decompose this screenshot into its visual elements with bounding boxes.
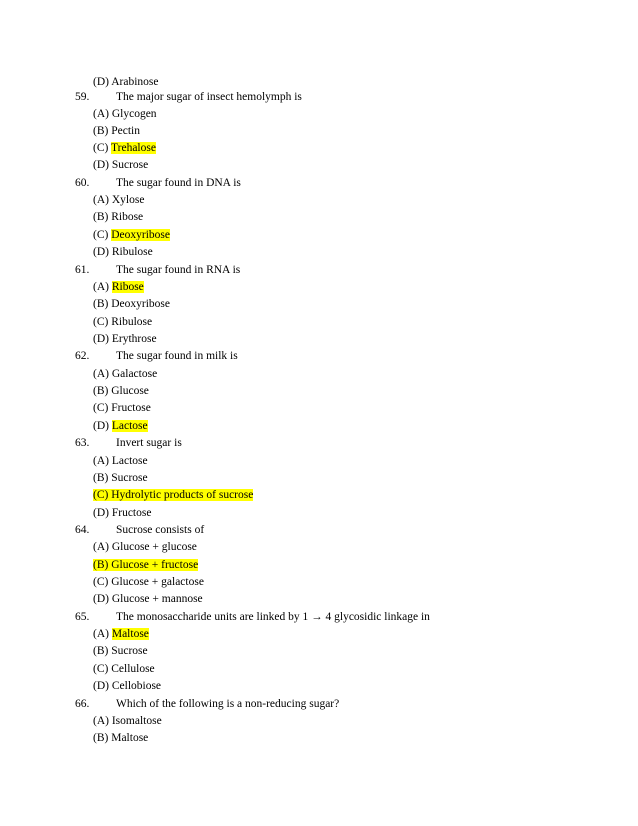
option-label: (A) (93, 541, 109, 553)
option-line (93, 627, 149, 642)
option-line (93, 75, 158, 90)
option-label: (A) (93, 455, 109, 467)
option-text: Sucrose (111, 645, 148, 657)
option-label: (B) (93, 559, 109, 571)
option-label: (C) (93, 229, 109, 241)
option-text: Sucrose (111, 159, 149, 171)
option-label: (B) (93, 732, 109, 744)
option-line (93, 193, 144, 208)
option-label: (D) (93, 159, 109, 171)
option-text: Glucose + galactose (111, 576, 204, 588)
option-line (93, 315, 152, 330)
option-line (93, 107, 157, 122)
option-label: (B) (93, 125, 109, 137)
option-line (93, 228, 170, 243)
answer-highlight (93, 559, 198, 571)
answer-highlight (93, 489, 253, 501)
option-label: (D) (93, 246, 109, 258)
option-text: Ribulose (111, 246, 153, 258)
option-label: (A) (93, 628, 109, 640)
option-line (93, 558, 198, 573)
option-line (93, 540, 197, 555)
option-label: (C) (93, 142, 109, 154)
option-label: (A) (93, 194, 109, 206)
question-number: 61. (75, 264, 90, 276)
option-text: Ribose (111, 211, 144, 223)
answer-highlight: Lactose (111, 420, 148, 432)
option-line (93, 332, 157, 347)
option-label: (A) (93, 281, 109, 293)
question-number: 62. (75, 350, 90, 362)
option-label: (D) (93, 420, 109, 432)
option-text: Fructose (111, 507, 152, 519)
option-label: (C) (93, 316, 109, 328)
option-label: (A) (93, 715, 109, 727)
answer-highlight: Maltose (111, 628, 149, 640)
option-line (93, 454, 148, 469)
question-text: The major sugar of insect hemolymph is (116, 91, 302, 103)
question-text: Invert sugar is (116, 437, 182, 449)
option-text: Isomaltose (111, 715, 162, 727)
option-line (93, 662, 155, 677)
option-label: (B) (93, 211, 109, 223)
option-line (93, 158, 148, 173)
question-text: Which of the following is a non-reducing sugar? (116, 698, 340, 710)
option-text: Galactose (111, 368, 158, 380)
option-text: Xylose (111, 194, 145, 206)
option-line (93, 297, 170, 312)
option-text: Hydrolytic products of sucrose (111, 489, 254, 501)
option-line (93, 506, 151, 521)
option-line (93, 245, 153, 260)
question-number: 60. (75, 177, 90, 189)
option-line (93, 488, 253, 503)
option-line (93, 419, 148, 434)
option-label: (B) (93, 472, 109, 484)
option-text: Maltose (111, 732, 149, 744)
option-line (93, 575, 204, 590)
option-line (93, 714, 162, 729)
option-label: (D) (93, 507, 109, 519)
question-number: 59. (75, 91, 90, 103)
option-line (93, 644, 148, 659)
question-number: 65. (75, 611, 90, 623)
option-line (93, 592, 203, 607)
option-label: (D) (93, 680, 109, 692)
option-label: (B) (93, 385, 109, 397)
answer-highlight: Deoxyribose (111, 229, 170, 241)
option-text: Glucose (111, 385, 149, 397)
question-text: Sucrose consists of (116, 524, 205, 536)
question-text: The sugar found in RNA is (116, 264, 241, 276)
question-number: 66. (75, 698, 90, 710)
option-label: (C) (93, 663, 109, 675)
option-label: (D) (93, 76, 109, 88)
question-number: 63. (75, 437, 90, 449)
option-text: Glucose + glucose (111, 541, 197, 553)
option-line (93, 384, 149, 399)
question-text: The monosaccharide units are linked by 1 → 4 glycosidic linkage in (116, 611, 430, 623)
question-text: The sugar found in DNA is (116, 177, 241, 189)
option-text: Pectin (111, 125, 140, 137)
option-text: Arabinose (111, 76, 159, 88)
answer-highlight: Ribose (111, 281, 144, 293)
option-line (93, 280, 144, 295)
option-line (93, 141, 156, 156)
option-line (93, 471, 148, 486)
option-text: Glycogen (111, 108, 157, 120)
option-label: (D) (93, 593, 109, 605)
option-label: (B) (93, 298, 109, 310)
option-text: Ribulose (111, 316, 153, 328)
option-text: Lactose (111, 455, 148, 467)
option-label: (C) (93, 576, 109, 588)
option-line (93, 401, 151, 416)
option-text: Cellobiose (111, 680, 162, 692)
option-label: (C) (93, 489, 109, 501)
option-line (93, 679, 161, 694)
option-text: Erythrose (111, 333, 157, 345)
option-line (93, 367, 157, 382)
question-number: 64. (75, 524, 90, 536)
option-text: Cellulose (111, 663, 155, 675)
option-text: Glucose + fructose (111, 559, 199, 571)
option-text: Sucrose (111, 472, 148, 484)
option-label: (C) (93, 402, 109, 414)
option-text: Glucose + mannose (111, 593, 203, 605)
option-line (93, 124, 140, 139)
option-label: (A) (93, 368, 109, 380)
option-text: Fructose (111, 402, 151, 414)
option-label: (D) (93, 333, 109, 345)
answer-highlight: Trehalose (111, 142, 156, 154)
option-label: (B) (93, 645, 109, 657)
option-line (93, 731, 148, 746)
question-text: The sugar found in milk is (116, 350, 238, 362)
option-text: Deoxyribose (111, 298, 170, 310)
option-line (93, 210, 143, 225)
option-label: (A) (93, 108, 109, 120)
